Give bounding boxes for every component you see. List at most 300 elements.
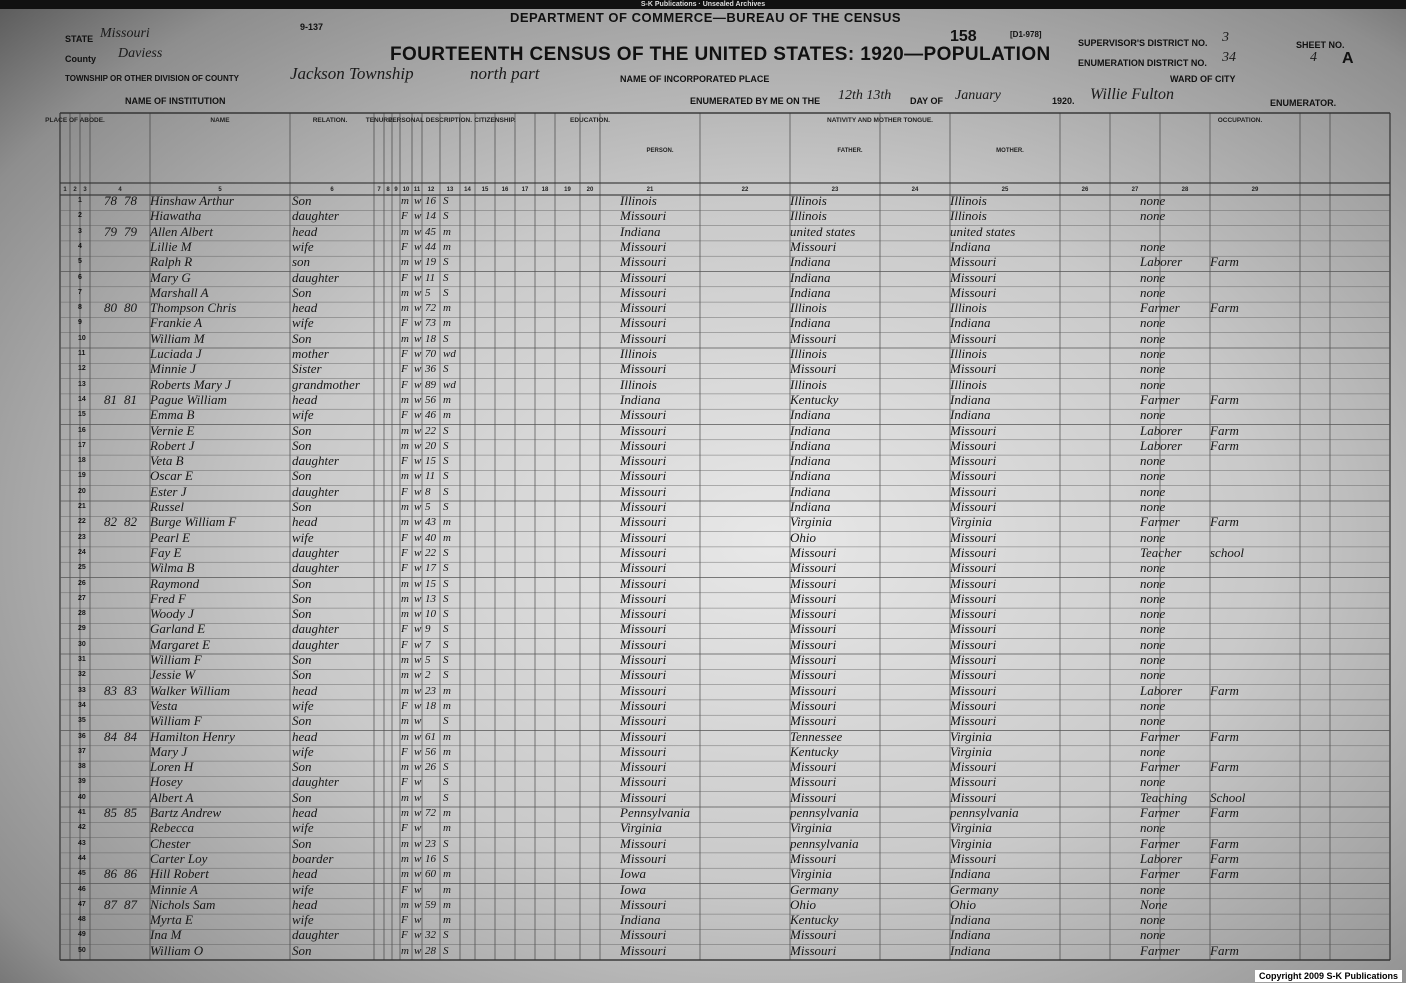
cell-name: Ina M — [150, 927, 182, 943]
column-number: 28 — [1181, 187, 1189, 193]
cell-name: Wilma B — [150, 560, 195, 576]
cell-name: Hamilton Henry — [150, 728, 235, 744]
cell-age: 18 — [425, 332, 436, 345]
cell-name: William O — [150, 942, 204, 958]
cell-ms: m — [443, 240, 451, 253]
cell-rel: daughter — [292, 621, 339, 637]
cell-ms: S — [443, 485, 449, 498]
cell-name: Frankie A — [150, 315, 203, 331]
cell-sex: F — [401, 409, 408, 422]
cell-pob: Missouri — [620, 300, 667, 316]
cell-pob: Missouri — [620, 590, 667, 606]
institution-label: NAME OF INSTITUTION — [125, 96, 226, 106]
column-number: 3 — [83, 187, 87, 193]
cell-fam: 80 — [124, 300, 137, 316]
cell-age: 5 — [425, 501, 431, 513]
cell-ind: Farm — [1210, 835, 1239, 851]
cell-n: 20 — [78, 487, 86, 495]
cell-sex: F — [401, 822, 408, 835]
column-number: 27 — [1131, 187, 1139, 193]
cell-race: w — [414, 332, 422, 345]
cell-name: Hosey — [150, 774, 183, 790]
enumerator-label: ENUMERATOR. — [1270, 98, 1337, 108]
cell-ms: S — [443, 271, 449, 284]
cell-occ: none — [1140, 193, 1166, 208]
cell-fpob: Missouri — [790, 590, 837, 606]
cell-race: w — [414, 195, 422, 207]
cell-sex: F — [401, 623, 408, 636]
cell-n: 5 — [78, 258, 82, 266]
cell-pob: Virginia — [620, 820, 662, 836]
cell-mpob: Missouri — [950, 590, 997, 606]
cell-sex: m — [401, 944, 409, 957]
column-number: 24 — [911, 187, 919, 193]
cell-age: 43 — [425, 516, 436, 529]
cell-rel: head — [292, 896, 318, 912]
column-number: 4 — [118, 187, 122, 193]
cell-age: 70 — [425, 348, 436, 360]
cell-ms: S — [443, 592, 449, 605]
cell-sex: F — [401, 776, 408, 789]
cell-name: Luciada J — [150, 346, 202, 361]
cell-rel: boarder — [292, 850, 334, 866]
cell-ind: Farm — [1210, 866, 1239, 882]
cell-occ: none — [1140, 927, 1166, 943]
column-number: 17 — [521, 187, 529, 193]
cell-rel: wife — [292, 697, 314, 713]
column-number: 19 — [564, 187, 571, 193]
cell-fpob: Missouri — [790, 789, 837, 805]
cell-pob: Missouri — [620, 407, 667, 423]
cell-occ: Farmer — [1140, 866, 1180, 882]
cell-rel: son — [292, 254, 311, 270]
cell-race: w — [414, 929, 422, 942]
column-group-header: NATIVITY AND MOTHER TONGUE. — [827, 117, 933, 124]
column-number: 23 — [831, 187, 839, 193]
cell-n: 24 — [78, 548, 86, 556]
cell-n: 7 — [78, 288, 82, 296]
cell-sex: F — [401, 348, 408, 360]
cell-n: 19 — [78, 472, 86, 480]
cell-ms: S — [443, 256, 449, 269]
cell-mpob: Missouri — [950, 759, 997, 775]
cell-race: w — [414, 485, 422, 498]
cell-n: 45 — [78, 870, 86, 878]
cell-n: 31 — [78, 656, 86, 663]
cell-n: 33 — [78, 686, 86, 694]
cell-race: w — [414, 439, 422, 452]
cell-fam: 78 — [124, 193, 137, 208]
cell-occ: Farmer — [1140, 759, 1180, 775]
cell-rel: daughter — [292, 453, 339, 469]
cell-race: w — [414, 531, 422, 544]
supervisor-value: 3 — [1222, 30, 1229, 45]
cell-rel: wife — [292, 315, 314, 331]
cell-sex: F — [401, 745, 408, 758]
cell-n: 8 — [78, 304, 82, 312]
cell-mpob: Indiana — [950, 315, 991, 331]
cell-occ: Farmer — [1140, 391, 1180, 407]
cell-rel: grandmother — [292, 376, 360, 392]
cell-age: 2 — [425, 669, 431, 682]
day-of-label: DAY OF — [910, 96, 944, 106]
cell-rel: head — [292, 866, 318, 882]
cell-name: Chester — [150, 835, 191, 851]
copyright-notice: Copyright 2009 S-K Publications — [1255, 970, 1402, 982]
cell-ind: Farm — [1210, 300, 1239, 316]
cell-sex: m — [401, 761, 409, 774]
cell-fam: 82 — [124, 514, 137, 530]
cell-rel: head — [292, 728, 318, 744]
cell-sex: m — [401, 286, 409, 299]
cell-age: 60 — [425, 868, 436, 881]
cell-race: w — [414, 852, 422, 865]
cell-ms: m — [443, 898, 451, 911]
cell-age: 16 — [425, 852, 436, 865]
column-number: 25 — [1001, 187, 1009, 193]
cell-occ: none — [1140, 713, 1166, 729]
cell-name: Woody J — [150, 606, 194, 622]
state-value: Missouri — [100, 26, 150, 41]
cell-fpob: Illinois — [790, 376, 827, 392]
cell-occ: Laborer — [1140, 254, 1183, 270]
enumerated-label: ENUMERATED BY ME ON THE — [690, 96, 821, 106]
cell-name: Hiawatha — [150, 208, 202, 224]
cell-ind: Farm — [1210, 850, 1239, 866]
cell-pob: Illinois — [620, 193, 657, 208]
cell-n: 15 — [78, 411, 86, 419]
cell-sex: m — [401, 302, 409, 315]
cell-age: 23 — [425, 837, 436, 850]
cell-fpob: Tennessee — [790, 728, 843, 744]
cell-mpob: united states — [950, 223, 1016, 239]
cell-age: 15 — [425, 455, 436, 468]
cell-sex: F — [401, 531, 408, 544]
column-number: 29 — [1251, 187, 1259, 193]
cell-fpob: Missouri — [790, 774, 837, 790]
cell-mpob: Missouri — [950, 529, 997, 545]
cell-fpob: Kentucky — [790, 743, 839, 759]
cell-ms: m — [443, 699, 451, 712]
cell-mpob: Virginia — [950, 514, 992, 530]
cell-age: 26 — [425, 761, 436, 774]
sheet-letter: A — [1342, 50, 1354, 67]
cell-fpob: Germany — [790, 881, 839, 897]
enum-district-label: ENUMERATION DISTRICT NO. — [1078, 58, 1207, 68]
cell-pob: Missouri — [620, 850, 667, 866]
township-part-value: north part — [470, 64, 540, 83]
cell-pob: Indiana — [620, 391, 661, 407]
cell-ms: S — [443, 501, 449, 513]
cell-n: 16 — [78, 426, 86, 434]
cell-ms: S — [443, 776, 449, 789]
cell-mpob: Missouri — [950, 560, 997, 576]
cell-rel: Son — [292, 422, 312, 438]
cell-age: 44 — [425, 240, 436, 253]
cell-race: w — [414, 271, 422, 284]
cell-sex: m — [401, 424, 409, 437]
cell-pob: Missouri — [620, 927, 667, 943]
cell-age: 72 — [425, 302, 436, 315]
cell-rel: daughter — [292, 483, 339, 499]
cell-rel: Sister — [292, 361, 322, 377]
cell-mpob: Missouri — [950, 774, 997, 790]
cell-n: 17 — [78, 441, 86, 449]
cell-rel: Son — [292, 789, 312, 805]
column-number: 26 — [1081, 187, 1089, 193]
cell-mpob: Missouri — [950, 667, 997, 683]
cell-ms: m — [443, 883, 451, 896]
cell-ms: S — [443, 944, 449, 957]
cell-sex: m — [401, 807, 409, 819]
cell-mpob: Missouri — [950, 544, 997, 560]
cell-pob: Missouri — [620, 483, 667, 499]
cell-name: William M — [150, 330, 205, 346]
cell-n: 27 — [78, 594, 86, 602]
cell-rel: Son — [292, 606, 312, 622]
cell-race: w — [414, 608, 422, 621]
cell-fpob: pennsylvania — [790, 835, 859, 851]
cell-rel: Son — [292, 437, 312, 453]
column-number: 11 — [413, 187, 421, 193]
cell-ind: Farm — [1210, 942, 1239, 958]
cell-rel: wife — [292, 529, 314, 545]
cell-race: w — [414, 348, 422, 360]
cell-sex: F — [401, 455, 408, 468]
cell-name: Walker William — [150, 682, 231, 698]
cell-sex: m — [401, 577, 409, 590]
cell-mpob: Missouri — [950, 636, 997, 652]
cell-pob: Missouri — [620, 697, 667, 713]
cell-n: 29 — [78, 625, 86, 633]
cell-ms: S — [443, 577, 449, 590]
cell-dw: 78 — [104, 193, 117, 208]
cell-sex: F — [401, 546, 408, 559]
cell-name: Ester J — [150, 483, 187, 499]
cell-race: w — [414, 638, 422, 651]
cell-rel: head — [292, 514, 318, 530]
cell-rel: daughter — [292, 636, 339, 652]
column-group-header: OCCUPATION. — [1217, 117, 1263, 124]
incorporated-label: NAME OF INCORPORATED PLACE — [620, 74, 770, 84]
cell-age: 40 — [425, 531, 436, 544]
column-number: 14 — [464, 187, 471, 193]
cell-fpob: Kentucky — [790, 391, 839, 407]
cell-mpob: Missouri — [950, 254, 997, 270]
cell-ms: S — [443, 715, 449, 728]
cell-rel: Son — [292, 284, 312, 300]
cell-ind: Farm — [1210, 437, 1239, 453]
cell-ms: m — [443, 317, 451, 330]
cell-occ: none — [1140, 346, 1166, 361]
county-label: County — [65, 54, 96, 64]
cell-race: w — [414, 914, 422, 927]
cell-age: 7 — [425, 638, 431, 651]
cell-fam: 83 — [124, 682, 137, 698]
cell-occ: none — [1140, 483, 1166, 499]
cell-n: 9 — [78, 319, 82, 327]
county-value: Daviess — [118, 46, 163, 61]
cell-pob: Missouri — [620, 238, 667, 254]
cell-occ: none — [1140, 529, 1166, 545]
cell-mpob: Illinois — [950, 346, 987, 361]
cell-ms: S — [443, 195, 449, 207]
cell-sex: F — [401, 914, 408, 927]
column-group-header: PERSONAL DESCRIPTION. — [387, 117, 473, 124]
cell-pob: Missouri — [620, 499, 667, 514]
cell-name: Vesta — [150, 697, 178, 713]
cell-sex: m — [401, 669, 409, 682]
cell-sex: m — [401, 256, 409, 269]
cell-rel: head — [292, 391, 318, 407]
cell-fpob: Indiana — [790, 269, 831, 285]
column-number: 2 — [73, 187, 77, 193]
cell-n: 42 — [78, 824, 86, 832]
cell-occ: Laborer — [1140, 850, 1183, 866]
cell-race: w — [414, 623, 422, 636]
cell-ms: S — [443, 546, 449, 559]
cell-pob: Missouri — [620, 621, 667, 637]
cell-occ: none — [1140, 330, 1166, 346]
cell-age: 73 — [425, 317, 436, 330]
cell-fpob: Indiana — [790, 499, 831, 514]
cell-fpob: Kentucky — [790, 912, 839, 928]
cell-pob: Missouri — [620, 636, 667, 652]
cell-dw: 86 — [104, 866, 117, 882]
cell-fpob: Missouri — [790, 575, 837, 591]
state-label: STATE — [65, 34, 94, 44]
cell-sex: F — [401, 883, 408, 896]
cell-occ: none — [1140, 575, 1166, 591]
cell-rel: wife — [292, 238, 314, 254]
cell-ms: S — [443, 363, 449, 376]
cell-ms: m — [443, 393, 451, 406]
cell-race: w — [414, 868, 422, 881]
cell-occ: none — [1140, 376, 1166, 392]
cell-name: Marshall A — [150, 284, 209, 300]
cell-age: 59 — [425, 898, 436, 911]
cell-sex: m — [401, 393, 409, 406]
cell-fpob: Missouri — [790, 361, 837, 377]
cell-race: w — [414, 745, 422, 758]
column-number: 9 — [394, 187, 398, 193]
cell-mpob: Missouri — [950, 713, 997, 729]
cell-ms: S — [443, 638, 449, 651]
cell-race: w — [414, 807, 422, 819]
cell-pob: Missouri — [620, 437, 667, 453]
form-number: 9-137 — [300, 22, 324, 32]
cell-dw: 87 — [104, 896, 117, 912]
cell-dw: 82 — [104, 514, 117, 530]
cell-ms: S — [443, 562, 449, 575]
cell-mpob: Missouri — [950, 575, 997, 591]
cell-rel: mother — [292, 346, 329, 361]
cell-sex: m — [401, 837, 409, 850]
cell-sex: m — [401, 439, 409, 452]
cell-age: 5 — [425, 654, 431, 666]
cell-name: Fred F — [150, 590, 186, 606]
cell-pob: Missouri — [620, 208, 667, 224]
cell-ms: S — [443, 654, 449, 666]
cell-mpob: Illinois — [950, 376, 987, 392]
cell-age: 89 — [425, 378, 436, 391]
cell-ms: S — [443, 852, 449, 865]
cell-pob: Missouri — [620, 514, 667, 530]
cell-mpob: Missouri — [950, 682, 997, 698]
cell-rel: Son — [292, 499, 312, 514]
column-number: 1 — [63, 187, 67, 193]
cell-ms: S — [443, 929, 449, 942]
cell-pob: Missouri — [620, 743, 667, 759]
cell-occ: none — [1140, 667, 1166, 683]
cell-age: 22 — [425, 424, 436, 437]
column-group-header: RELATION. — [312, 117, 348, 124]
cell-name: Lillie M — [150, 238, 192, 254]
cell-mpob: Illinois — [950, 193, 987, 208]
cell-ms: m — [443, 409, 451, 422]
cell-occ: Farmer — [1140, 300, 1180, 316]
cell-n: 49 — [78, 931, 86, 939]
cell-pob: Missouri — [620, 330, 667, 346]
cell-mpob: Missouri — [950, 269, 997, 285]
cell-n: 26 — [78, 579, 86, 587]
cell-mpob: Missouri — [950, 437, 997, 453]
cell-race: w — [414, 378, 422, 391]
cell-name: Roberts Mary J — [150, 376, 231, 392]
cell-rel: daughter — [292, 269, 339, 285]
cell-race: w — [414, 730, 422, 743]
column-number: 10 — [402, 187, 410, 193]
cell-mpob: Missouri — [950, 652, 997, 667]
cell-occ: none — [1140, 912, 1166, 928]
cell-race: w — [414, 562, 422, 575]
cell-dw: 81 — [104, 391, 117, 407]
cell-pob: Missouri — [620, 942, 667, 958]
cell-pob: Missouri — [620, 682, 667, 698]
cell-race: w — [414, 898, 422, 911]
cell-name: Pague William — [150, 391, 227, 407]
cell-fpob: Indiana — [790, 315, 831, 331]
cell-pob: Pennsylvania — [620, 805, 691, 820]
cell-name: Burge William F — [150, 514, 237, 530]
cell-rel: Son — [292, 942, 312, 958]
enumeration-month: January — [955, 88, 1001, 103]
cell-mpob: Missouri — [950, 422, 997, 438]
cell-sex: F — [401, 638, 408, 651]
cell-rel: wife — [292, 407, 314, 423]
nativity-subheader: MOTHER. — [996, 148, 1024, 154]
archive-banner: S-K Publications · Unsealed Archives — [0, 0, 1406, 9]
column-number: 7 — [377, 187, 381, 193]
cell-fpob: Illinois — [790, 346, 827, 361]
cell-n: 3 — [78, 227, 82, 235]
cell-pob: Missouri — [620, 361, 667, 377]
cell-occ: None — [1140, 896, 1168, 912]
cell-name: Ralph R — [150, 254, 193, 270]
cell-n: 32 — [78, 671, 86, 679]
cell-fpob: Virginia — [790, 820, 832, 836]
cell-sex: m — [401, 684, 409, 697]
cell-rel: Son — [292, 468, 312, 484]
cell-n: 11 — [78, 350, 86, 357]
cell-race: w — [414, 715, 422, 728]
cell-sex: m — [401, 501, 409, 513]
cell-ind: Farm — [1210, 805, 1239, 820]
cell-pob: Missouri — [620, 560, 667, 576]
cell-ms: S — [443, 455, 449, 468]
cell-race: w — [414, 577, 422, 590]
cell-race: w — [414, 256, 422, 269]
